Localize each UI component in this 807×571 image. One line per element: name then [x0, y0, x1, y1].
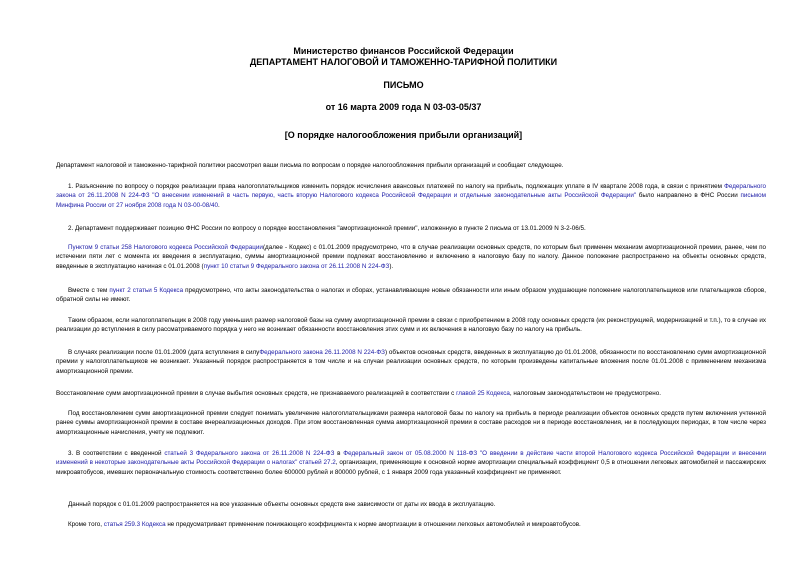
- paragraph: [56, 161, 766, 170]
- paragraph-text: Вместе с тем: [68, 287, 110, 294]
- paragraph: [56, 389, 766, 398]
- document-date-number: от 16 марта 2009 года N 03-03-05/37: [325, 102, 482, 112]
- paragraph-text: ).: [389, 262, 394, 270]
- paragraph-text: .: [217, 201, 220, 209]
- code-link[interactable]: Пунктом 9 статьи 258 Налогового кодекса Российской Федерации: [68, 244, 263, 251]
- law-link[interactable]: Федерального закона от 26.11.2008 N 224-ФЗ "О внесении изменений в часть первую, часть вторую Налогового кодекса Российской Федерации и отдельные законодательные акты Российской Федерации": [56, 183, 766, 200]
- paragraph: [56, 449, 766, 477]
- paragraph-text: предусмотрено, что акты законодательства о налогах и сборах, устанавливающие новые обязанности или иным образом ухудшающие положение налогоплательщиков или плательщиков сборов, обратной силы не имеют.: [56, 287, 766, 304]
- paragraph: [56, 348, 766, 376]
- paragraph-text: Департамент налоговой и таможенно-тарифной политики рассмотрел ваши письма по вопросам о порядке налогообложения прибыли организаций и сообщает следующее.: [56, 162, 564, 169]
- paragraph-text: не предусматривает применение понижающего коэффициента к норме амортизации в отношении легковых автомобилей и микроавтобусов.: [165, 521, 581, 528]
- law-link[interactable]: статьей 3 Федерального закона от 26.11.2008 N 224-ФЗ: [164, 450, 335, 457]
- law-link[interactable]: Федеральный закон от 05.08.2000 N 118-ФЗ "О введении в действие части второй Налогового кодекса Российской Федерации и внесении изменений в некоторые законодательные акты Российской Федерации о налогах" статьей 27.2: [56, 450, 766, 467]
- paragraph-text: В случаях реализации после 01.01.2009 (дата вступления в силу: [68, 349, 260, 356]
- paragraph-text: 2. Департамент поддерживает позицию ФНС России по вопросу о порядке восстановления "амортизационной премии", изложенную в пункте 2 письма от 13.01.2009 N 3-2-06/5.: [68, 225, 586, 232]
- paragraph-text: Таким образом, если налогоплательщик в 2008 году уменьшил размер налоговой базы на сумму амортизационной премии в связи с приобретением в 2008 году основных средств (их реконструкцией, модернизацией и т.п.), то в случае их реализации до вступления в силу рассматриваемого порядка у него не возникает обязанности восстановления этих сумм и их включения в налоговую базу по налогу на прибыль.: [56, 317, 766, 334]
- letter-link[interactable]: письмом Минфина России от 27 ноября 2008 года N 03-00-08/40: [56, 192, 766, 209]
- code-link[interactable]: статья 259.3 Кодекса: [103, 521, 166, 528]
- paragraph-text: Под восстановлением сумм амортизационной премии следует понимать увеличение налогоплательщиками размера налоговой базы по налогу на прибыль в периоде реализации объектов основных средств путем включения учтенной ранее суммы амортизационной премии в составе внереализационных доходов. При этом восстановленная сумма амортизационной премии в составе расходов ни в периоде восстановления, ни в последующих периодах, в том числе через амортизационные начисления, учету не подлежит.: [56, 410, 766, 436]
- paragraph-text: , налоговым законодательством не предусмотрено.: [509, 390, 661, 397]
- paragraph-text: Кроме того,: [68, 521, 104, 528]
- paragraph-text: было направлено в ФНС России: [636, 192, 741, 200]
- paragraph: [56, 316, 766, 335]
- law-link[interactable]: Федерального закона 26.11.2008 N 224-ФЗ: [259, 349, 385, 356]
- paragraph: [56, 182, 766, 210]
- paragraph: [56, 500, 766, 509]
- paragraph: [56, 224, 766, 233]
- department-name: ДЕПАРТАМЕНТ НАЛОГОВОЙ И ТАМОЖЕННО-ТАРИФНОЙ ПОЛИТИКИ: [249, 57, 558, 67]
- ministry-name: Министерство финансов Российской Федерации: [293, 46, 514, 56]
- chapter-link[interactable]: главой 25 Кодекса: [456, 390, 510, 397]
- paragraph-text: ) объектов основных средств, введенных в эксплуатацию до 01.01.2008, обязанности по восстановлению сумм амортизационной премии у налогоплательщиков не возникает. Указанный порядок распространяется в том числе и на случаи реализации основных средств, по которым произведены капитальные вложения после 01.01.2008 с применением механизма амортизационной премии.: [56, 349, 766, 375]
- paragraph-text: Восстановление сумм амортизационной премии в случае выбытия основных средств, не признаваемого реализацией в соответствии с: [56, 390, 457, 397]
- code-link[interactable]: пункт 2 статьи 5 Кодекса: [109, 287, 184, 294]
- paragraph-text: 3. В соответствии с введенной: [68, 450, 165, 457]
- paragraph: [56, 243, 766, 271]
- document-subject: [О порядке налогообложения прибыли организаций]: [284, 130, 523, 140]
- paragraph: [56, 409, 766, 437]
- paragraph-text: (далее - Кодекс) с 01.01.2009 предусмотрено, что в случае реализации основных средств, по которым был применен механизм амортизационной премии, ранее, чем по истечении пяти лет с момента их введения в эксплуатацию, суммы амортизационной премии подлежат восстановлению и включению в налоговую базу по налогу. Данное положение распространено на объекты основных средств, введенные в эксплуатацию начиная с 01.01.2008 (: [56, 244, 766, 270]
- document-type: ПИСЬМО: [383, 80, 424, 90]
- paragraph: [56, 286, 766, 305]
- paragraph-text: 1. Разъяснение по вопросу о порядке реализации права налогоплательщиков изменить порядок исчисления авансовых платежей по налогу на прибыль, подлежащих уплате в IV квартале 2008 года, в связи с принятием: [68, 183, 725, 190]
- paragraph-text: , организации, применяющие к основной норме амортизации специальный коэффициент 0,5 в отношении легковых автомобилей и пассажирских микроавтобусов, имевших первоначальную стоимость соответственно более 600000 рублей и 800000 рублей, с 1 января 2009 года указанный коэффициент не применяют.: [56, 459, 766, 476]
- law-link[interactable]: пункт 10 статьи 9 Федерального закона от 26.11.2008 N 224-ФЗ: [203, 262, 390, 270]
- paragraph-text: Данный порядок с 01.01.2009 распространяется на все указанные объекты основных средств вне зависимости от даты их ввода в эксплуатацию.: [68, 501, 496, 508]
- paragraph-text: в: [334, 450, 344, 457]
- paragraph: [56, 520, 766, 529]
